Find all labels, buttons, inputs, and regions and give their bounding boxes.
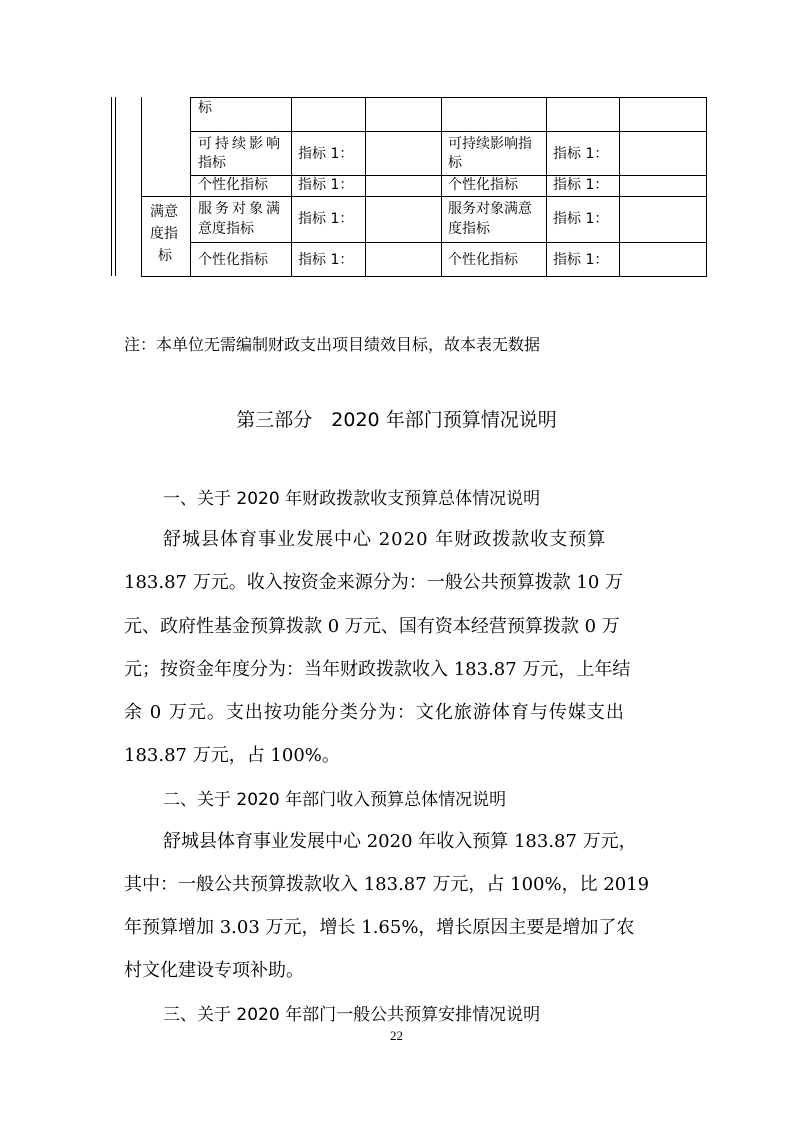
- table-border: [111, 97, 112, 276]
- table-border: [141, 97, 142, 276]
- paragraph-line: 183.87 万元。收入按资金来源分为：一般公共预算拨款 10 万: [124, 572, 624, 593]
- table-group-label: 满意: [150, 204, 178, 220]
- paragraph-line: 余 0 万元。支出按功能分类分为：文化旅游体育与传媒支出: [124, 702, 625, 723]
- table-border: [190, 97, 707, 98]
- paragraph-line: 村文化建设专项补助。: [124, 960, 304, 981]
- paragraph-line: 元；按资金年度分为：当年财政拨款收入 183.87 万元，上年结: [124, 659, 631, 680]
- section-heading: 三、关于 2020 年部门一般公共预算安排情况说明: [163, 1005, 541, 1025]
- table-cell: 服务对象满: [198, 201, 283, 217]
- table-border: [190, 97, 191, 276]
- table-cell: 指标 1：: [298, 146, 354, 162]
- table-cell: 个性化指标: [198, 177, 268, 193]
- table-group-label: 度指: [150, 226, 178, 242]
- paragraph-line: 舒城县体育事业发展中心 2020 年财政拨款收支预算: [163, 529, 607, 550]
- table-cell: 指标 1：: [553, 146, 609, 162]
- table-cell: 指标 1：: [553, 177, 609, 193]
- paragraph-line: 元、政府性基金预算拨款 0 万元、国有资本经营预算拨款 0 万: [124, 616, 620, 637]
- part-title: 第三部分 2020 年部门预算情况说明: [236, 409, 557, 431]
- table-cell: 指标 1：: [553, 252, 609, 268]
- section-heading: 二、关于 2020 年部门收入预算总体情况说明: [163, 790, 507, 810]
- table-border: [141, 276, 707, 277]
- paragraph-line: 舒城县体育事业发展中心 2020 年收入预算 183.87 万元，: [163, 831, 637, 852]
- table-cell: 指标 1：: [298, 177, 354, 193]
- table-border: [190, 131, 707, 132]
- table-cell: 个性化指标: [448, 177, 518, 193]
- table-cell: 度指标: [448, 221, 490, 237]
- table-border: [190, 175, 707, 176]
- table-border: [291, 97, 292, 276]
- table-cell: 可持续影响: [198, 136, 283, 152]
- table-cell: 标: [448, 155, 462, 171]
- table-cell: 指标 1：: [298, 252, 354, 268]
- table-border: [546, 97, 547, 276]
- table-border: [365, 97, 366, 276]
- table-cell: 意度指标: [198, 221, 254, 237]
- table-group-label: 标: [158, 248, 172, 264]
- table-cell: 指标: [198, 155, 226, 171]
- table-border: [619, 97, 620, 276]
- table-cell: 指标 1：: [553, 211, 609, 227]
- table-border: [706, 97, 707, 276]
- table-note: 注：本单位无需编制财政支出项目绩效目标，故本表无数据: [124, 335, 541, 354]
- section-heading: 一、关于 2020 年财政拨款收支预算总体情况说明: [163, 489, 541, 509]
- table-cell: 个性化指标: [198, 252, 268, 268]
- table-cell: 可持续影响指: [448, 136, 532, 152]
- paragraph-line: 年预算增加 3.03 万元，增长 1.65%，增长原因主要是增加了农: [124, 917, 635, 938]
- table-border: [190, 242, 707, 243]
- table-cell: 个性化指标: [448, 252, 518, 268]
- table-border: [141, 196, 707, 197]
- table-cell: 指标 1：: [298, 211, 354, 227]
- page-number: 22: [390, 1028, 403, 1043]
- table-cell: 标: [198, 100, 212, 116]
- table-border: [115, 97, 116, 276]
- paragraph-line: 183.87 万元，占 100%。: [124, 745, 340, 766]
- paragraph-line: 其中：一般公共预算拨款收入 183.87 万元，占 100%，比 2019: [124, 874, 650, 895]
- table-border: [441, 97, 442, 276]
- table-cell: 服务对象满意: [448, 201, 532, 217]
